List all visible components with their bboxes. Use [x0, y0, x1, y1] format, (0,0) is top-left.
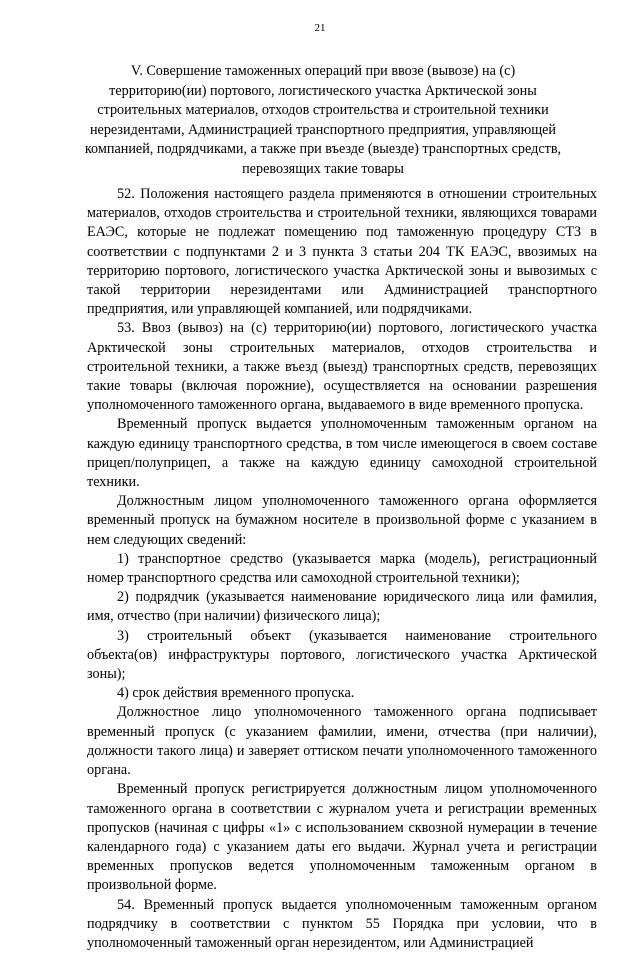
document-body	[87, 185, 597, 953]
section-title-line: компанией, подрядчиками, а также при въезде (выезде) транспортных средств,	[84, 141, 562, 157]
section-title-line: перевозящих такие товары	[242, 160, 404, 177]
paragraph: Временный пропуск выдается уполномоченным таможенным органом на каждую единицу транспортного средства, в том числе имеющегося в своем составе прицеп/полуприцеп, а также на каждую единицу самоходной строительной техники.	[87, 416, 597, 491]
paragraph: Временный пропуск регистрируется должностным лицом уполномоченного таможенного органа в соответствии с журналом учета и регистрации временных пропусков (начиная с цифры «1» с использованием сквозной нумерации в течение календарного года) с указанием даты его выдачи. Журнал учета и регистрации временных пропусков ведется уполномоченным таможенным органом в произвольной форме.	[87, 781, 597, 894]
page-number: 21	[314, 22, 326, 34]
list-item: 4) срок действия временного пропуска.	[117, 685, 355, 702]
section-title-line: строительных материалов, отходов строительства и строительной техники	[97, 102, 549, 118]
list-item: 2) подрядчик (указывается наименование юридического лица или фамилия, имя, отчество (при наличии) физического лица);	[87, 589, 597, 625]
section-title-line: V. Совершение таможенных операций при ввозе (вывозе) на (с)	[130, 63, 516, 79]
paragraph: Должностным лицом уполномоченного таможенного органа оформляется временный пропуск на бумажном носителе в произвольной форме с указанием в нем следующих сведений:	[87, 493, 597, 548]
paragraph-53: 53. Ввоз (вывоз) на (с) территорию(ии) портового, логистического участка Арктической зоны строительных материалов, отходов строительства и строительной техники, а также въезд (выезд) транспортных средств, перевозящих такие товары (включая порожние), осуществляется на основании разрешения уполномоченного таможенного органа, выдаваемого в виде временного пропуска.	[87, 320, 597, 414]
section-title-line: нерезидентами, Администрацией транспортного предприятия, управляющей	[89, 121, 557, 138]
paragraph: Должностное лицо уполномоченного таможенного органа подписывает временный пропуск (с указанием фамилии, имени, отчества (при наличии), должности такого лица) и заверяет оттиском печати уполномоченного таможенного органа.	[87, 704, 597, 779]
paragraph-52: 52. Положения настоящего раздела применяются в отношении строительных материалов, отходов строительства и строительной техники, являющихся товарами ЕАЭС, которые не подлежат помещению под таможенную процедуру СТЗ в соответствии с подпунктами 2 и 3 пункта 3 статьи 204 ТК ЕАЭС, ввозимых на территорию портового, логистического участка Арктической зоны и вывозимых с такой территории нерезидентами или Администрацией транспортного предприятия, или управляющей компанией, или подрядчиками.	[87, 186, 597, 318]
section-title-line: территорию(ии) портового, логистического участка Арктической зоны	[109, 82, 537, 99]
paragraph-54: 54. Временный пропуск выдается уполномоченным таможенным органом подрядчику в соответствии с пунктом 55 Порядка при условии, что в уполномоченный таможенный орган нерезидентом, или Администрацией	[87, 896, 597, 951]
list-item: 3) строительный объект (указывается наименование строительного объекта(ов) инфраструктуры портового, логистического участка Арктической зоны);	[87, 627, 597, 683]
section-title	[80, 62, 566, 179]
list-item: 1) транспортное средство (указывается марка (модель), регистрационный номер транспортного средства или самоходной строительной техники);	[87, 550, 597, 587]
